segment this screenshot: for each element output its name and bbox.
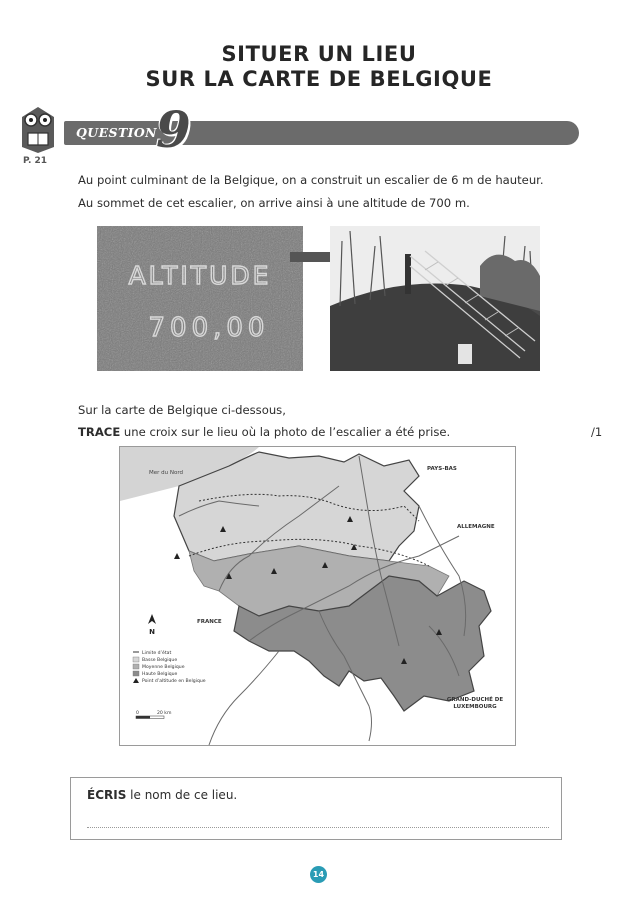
score-label: /1 xyxy=(591,425,603,439)
scale-start: 0 xyxy=(136,711,139,716)
map-label-netherlands: PAYS-BAS xyxy=(427,466,457,472)
scale-end: 20 km xyxy=(157,711,172,716)
intro-line-2: Au sommet de cet escalier, on arrive ainsi à une altitude de 700 m. xyxy=(78,196,470,210)
owl-reader-icon xyxy=(20,103,56,153)
title-line-1: SITUER UN LIEU xyxy=(221,42,417,66)
answer-prompt xyxy=(87,788,237,802)
map-label-luxembourg-1: GRAND-DUCHÉ DE xyxy=(446,697,504,703)
map-label-sea: Mer du Nord xyxy=(149,470,183,476)
legend-item-border: Limite d’état xyxy=(142,651,172,656)
answer-line-input[interactable] xyxy=(87,827,549,828)
question-number: 9 xyxy=(156,100,191,159)
page-reference: P. 21 xyxy=(23,156,48,166)
page-title xyxy=(0,42,638,92)
answer-verb: ÉCRIS xyxy=(87,788,127,802)
legend-item-point: Point d’altitude en Belgique xyxy=(142,679,206,684)
title-line-2: SUR LA CARTE DE BELGIQUE xyxy=(145,67,493,91)
answer-box xyxy=(70,777,562,840)
belgium-map[interactable] xyxy=(119,446,516,746)
plaque-altitude-text: ALTITUDE xyxy=(128,261,272,290)
legend-item-middle: Moyenne Belgique xyxy=(142,665,185,670)
map-label-france: FRANCE xyxy=(197,619,222,625)
map-label-north: N xyxy=(149,628,155,636)
instruction-verb: TRACE xyxy=(78,425,121,439)
intro-line-1: Au point culminant de la Belgique, on a construit un escalier de 6 m de hauteur. xyxy=(78,173,544,187)
question-label: QUESTION xyxy=(76,125,158,140)
legend-item-high: Haute Belgique xyxy=(142,672,178,677)
plaque-value-text: 700,00 xyxy=(148,313,270,343)
instruction-line-1: Sur la carte de Belgique ci-dessous, xyxy=(78,403,286,417)
map-label-germany: ALLEMAGNE xyxy=(457,524,495,530)
map-label-luxembourg-2: LUXEMBOURG xyxy=(453,704,497,710)
answer-rest: le nom de ce lieu. xyxy=(126,788,238,802)
page-number-badge: 14 xyxy=(310,866,327,883)
instruction-line-2 xyxy=(78,425,450,439)
legend-item-low: Basse Belgique xyxy=(142,658,178,663)
altitude-plaque-photo xyxy=(97,226,303,371)
instruction-rest: une croix sur le lieu où la photo de l’escalier a été prise. xyxy=(120,425,451,439)
staircase-photo xyxy=(330,226,540,371)
